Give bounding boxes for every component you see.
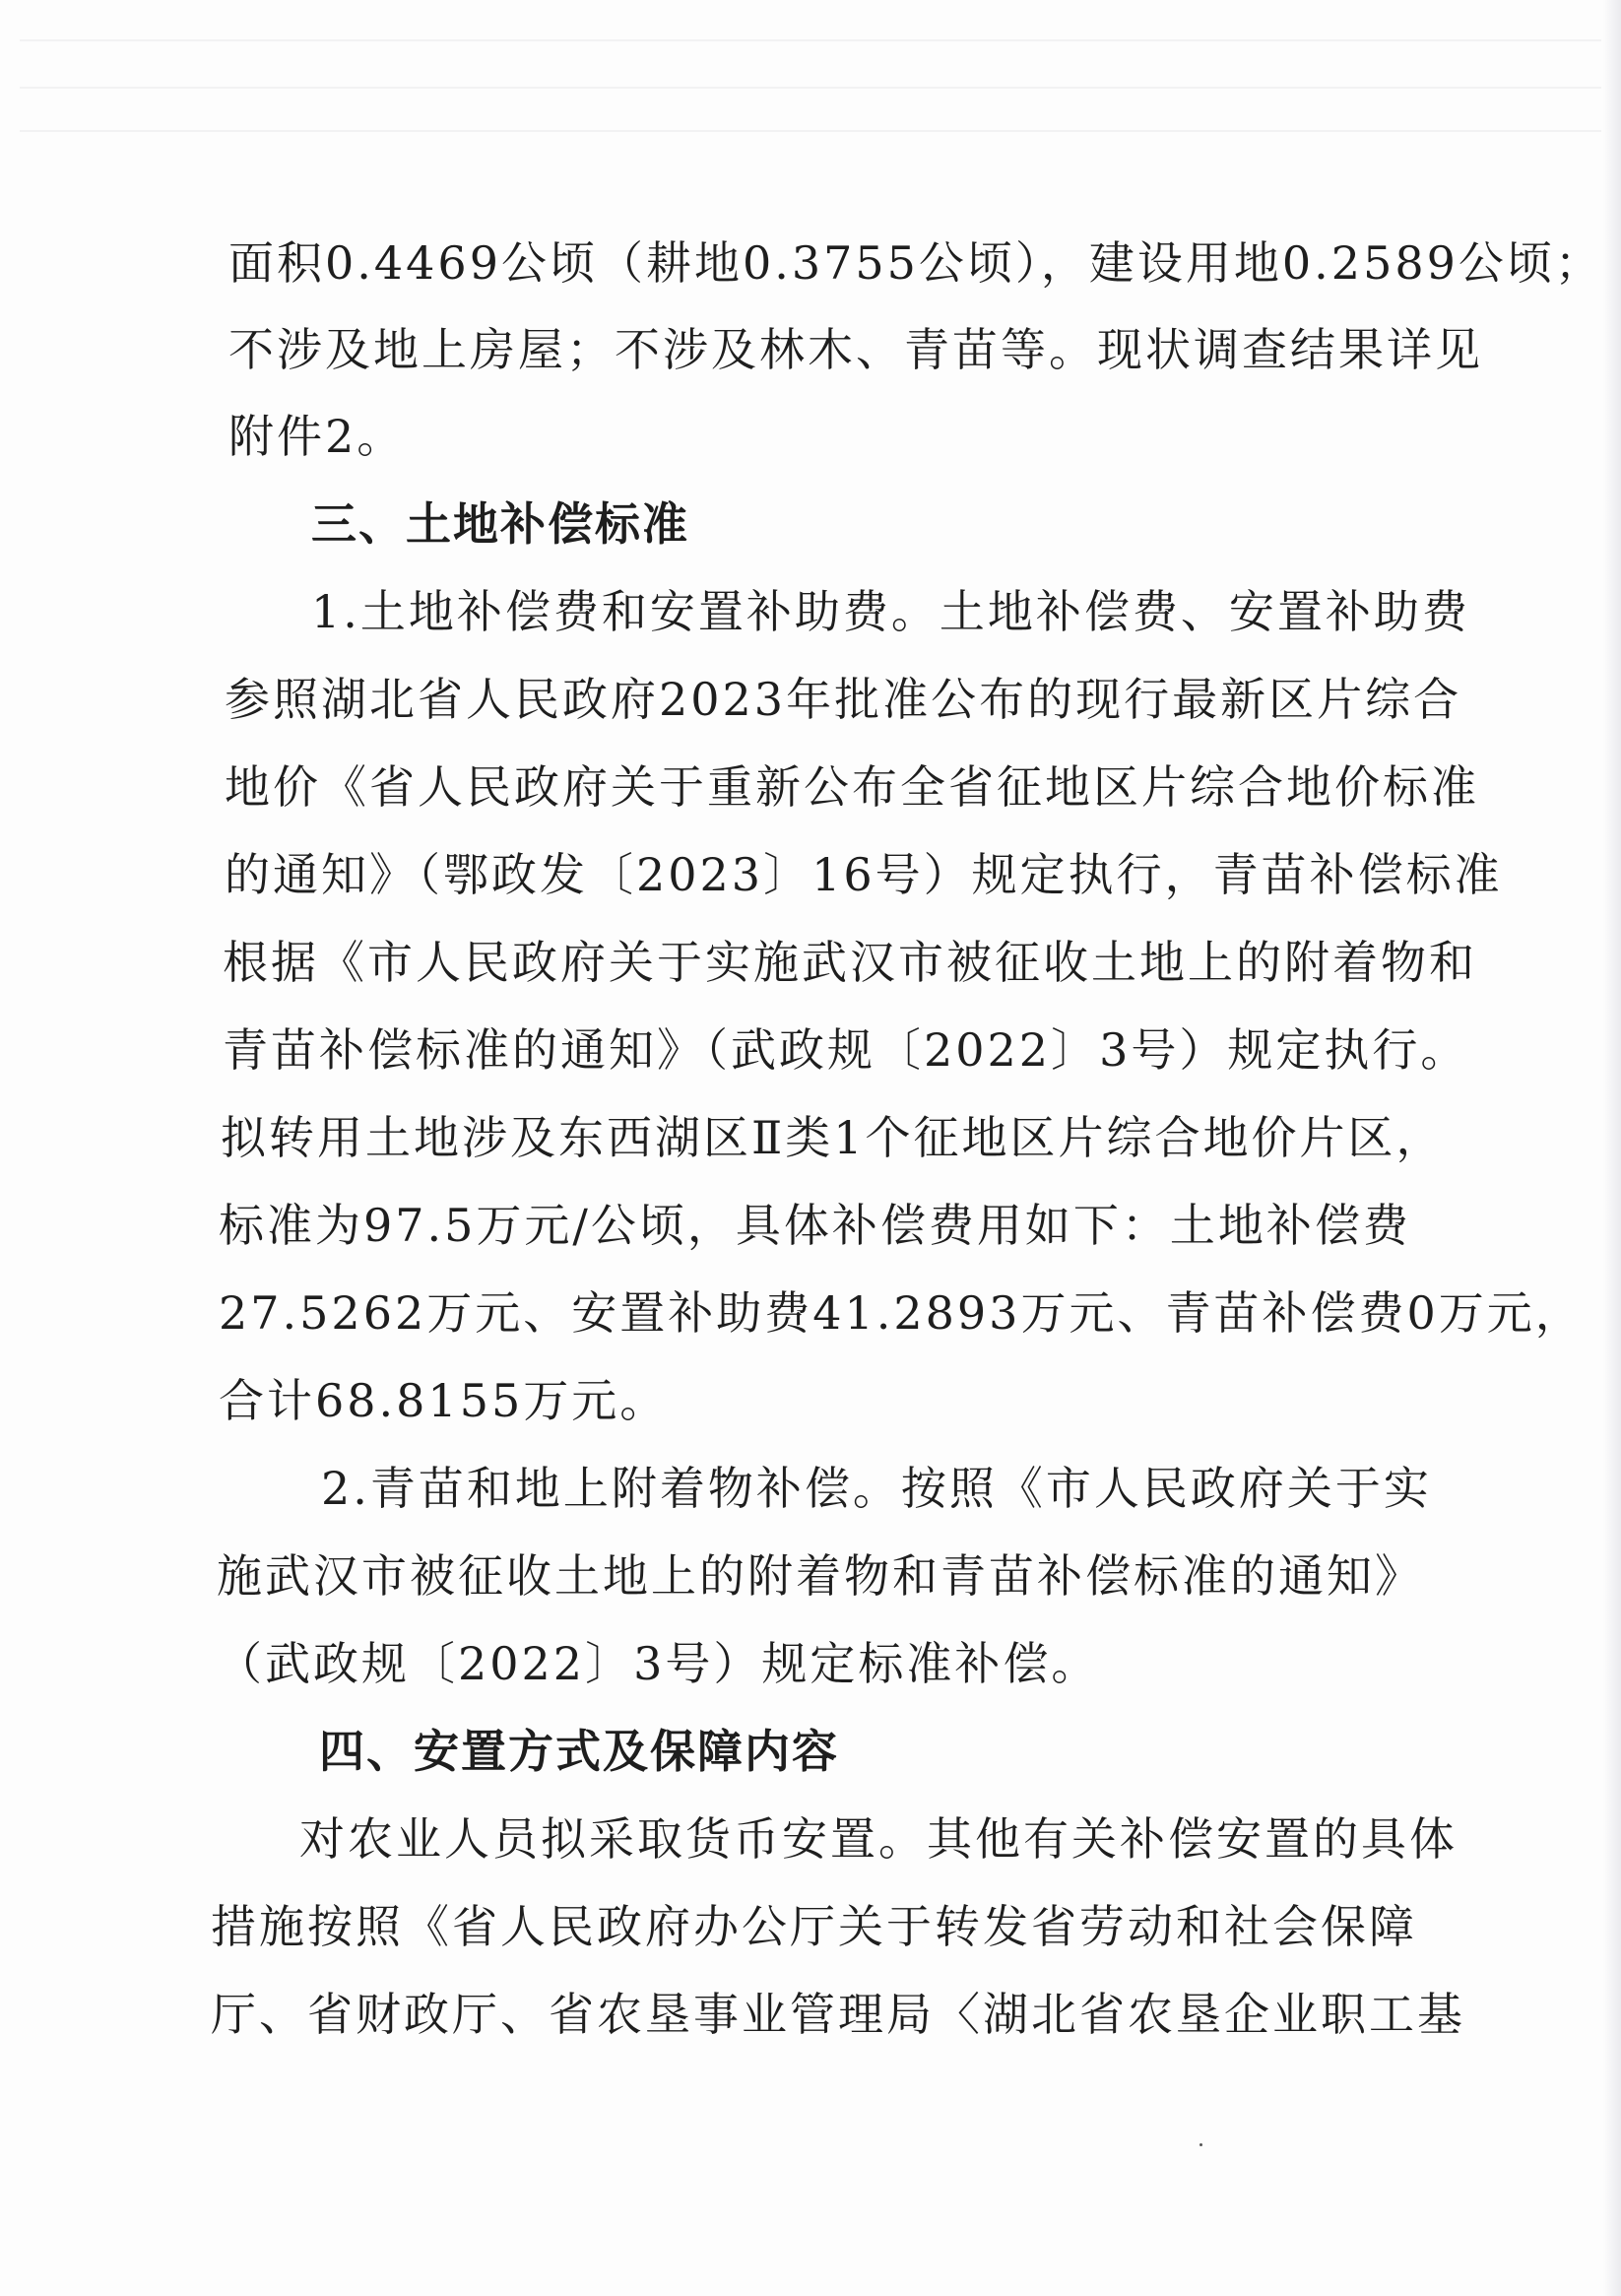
body-line: 附件2。	[228, 410, 406, 463]
body-line: 2.青苗和地上附着物补偿。按照《市人民政府关于实	[321, 1462, 1432, 1515]
body-line: 合计68.8155万元。	[219, 1374, 669, 1427]
body-line: 施武汉市被征收土地上的附着物和青苗补偿标准的通知》	[217, 1549, 1423, 1603]
body-line: 厅、省财政厅、省农垦事业管理局〈湖北省农垦企业职工基	[211, 1988, 1465, 2041]
body-line: 标准为97.5万元/公顷，具体补偿费用如下：土地补偿费	[219, 1199, 1411, 1252]
body-line: 对农业人员拟采取货币安置。其他有关补偿安置的具体	[299, 1812, 1458, 1866]
body-line: 参照湖北省人民政府2023年批准公布的现行最新区片综合	[225, 673, 1462, 726]
body-line: 的通知》（鄂政发〔2023〕16号）规定执行，青苗补偿标准	[225, 848, 1503, 901]
body-line: 根据《市人民政府关于实施武汉市被征收土地上的附着物和	[223, 936, 1477, 989]
section-heading: 四、安置方式及保障内容	[319, 1725, 839, 1778]
body-line: 措施按照《省人民政府办公厅关于转发省劳动和社会保障	[211, 1900, 1417, 1953]
page-edge-shadow	[1603, 0, 1621, 2296]
scan-artifact	[20, 130, 1601, 132]
section-heading: 三、土地补偿标准	[311, 497, 689, 551]
body-line: 青苗补偿标准的通知》（武政规〔2022〕3号）规定执行。	[223, 1023, 1469, 1077]
body-line: 面积0.4469公顷（耕地0.3755公顷），建设用地0.2589公顷；	[228, 236, 1603, 290]
body-line: （武政规〔2022〕3号）规定标准补偿。	[217, 1637, 1100, 1690]
body-line: 27.5262万元、安置补助费41.2893万元、青苗补偿费0万元，	[219, 1286, 1584, 1340]
scan-speck	[1200, 2143, 1202, 2146]
body-line: 地价《省人民政府关于重新公布全省征地区片综合地价标准	[225, 760, 1479, 814]
body-line: 拟转用土地涉及东西湖区Ⅱ类1个征地区片综合地价片区，	[221, 1111, 1445, 1164]
body-line: 不涉及地上房屋；不涉及林木、青苗等。现状调查结果详见	[228, 323, 1483, 376]
scan-artifact	[20, 39, 1601, 41]
scan-artifact	[20, 87, 1601, 89]
body-line: 1.土地补偿费和安置补助费。土地补偿费、安置补助费	[311, 585, 1470, 638]
